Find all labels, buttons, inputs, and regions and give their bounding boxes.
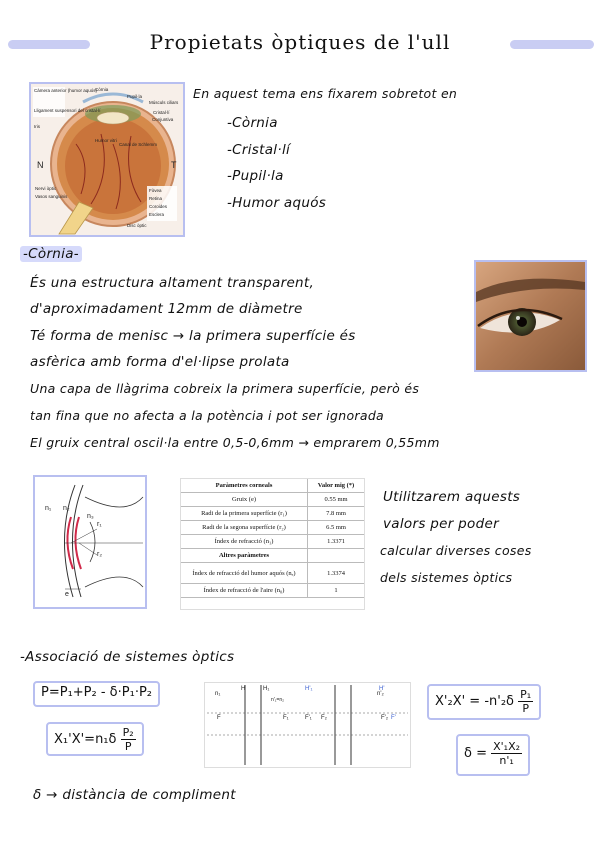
cornea-label: n₂ [63,505,70,512]
table-cell: 0.55 mm [308,493,365,507]
cornea-line: Una capa de llàgrima cobreix la primera superfície, però és [30,381,420,396]
intro-item: -Pupil·la [227,168,284,184]
table-row [181,584,364,598]
table-cell: 7.8 mm [308,507,365,521]
formula-power-text: P=P₁+P₂ - δ·P₁·P₂ [41,685,153,700]
eye-label: Vasos sanguinis [35,194,68,199]
frac-den: n'₁ [499,754,514,767]
table-subheader: Altres paràmetres [181,549,308,563]
system-label: F [217,715,221,721]
cornea-line: d'aproximadament 12mm de diàmetre [30,301,303,317]
system-label: n'₂ [377,691,384,697]
eye-label-n: N [37,160,44,170]
cornea-label: r₂ [97,551,103,558]
formula-delta-lhs: δ = [464,746,487,761]
system-label: H' [379,686,385,692]
eye-label: Iris [34,124,40,129]
eye-label: Humor vitri [95,138,117,143]
cornea-line: tan fina que no afecta a la potència i pot ser ignorada [30,408,385,423]
formula-right [427,684,541,720]
table-row [181,563,364,584]
frac-num: X'₁X₂ [493,740,521,753]
table-header: Valor mig (*) [308,479,365,493]
optical-system-diagram [204,682,411,768]
table-cell: Radi de la primera superfície (r₁) [181,507,308,521]
table-cell: Radi de la segona superfície (r₂) [181,521,308,535]
table-cell: Índex de refracció del humor aquós (nₐ) [181,563,308,584]
cornea-label: n₃ [87,513,94,520]
intro-text: En aquest tema ens fixarem sobretot en [193,86,458,101]
system-label: F'₂ [381,715,389,721]
cornea-label: r₁ [97,521,102,528]
system-label: F' [391,715,396,721]
eye-label-t: T [171,160,177,170]
eye-photo [474,260,587,372]
table-cell: Índex de refracció de l'aire (n₀) [181,584,308,598]
table-cell: 1.3371 [308,535,365,549]
note-line: valors per poder [383,516,499,532]
intro-item: -Còrnia [227,115,278,131]
system-label: H₁ [263,686,270,692]
title-bar-right [510,40,594,49]
table-cell: 1 [308,584,365,598]
frac-num: P₂ [122,726,134,739]
frac-num: P₁ [520,688,532,701]
formula-delta-fraction [491,740,522,767]
delta-note: δ → distància de compliment [33,787,236,803]
cornea-label: e [65,591,69,598]
cornea-heading-text: -Còrnia- [20,246,82,262]
association-heading [20,649,234,665]
formula-left-fraction [121,726,136,753]
system-label: n'₁=n₂ [271,697,285,703]
table-cell: 1.3374 [308,563,365,584]
intro-item: -Cristal·lí [227,142,291,158]
eye-label: Lligament suspensori del cristal·lí [34,108,101,113]
frac-den: P [124,740,132,753]
eye-label: Canal de Schlemm [119,142,158,147]
eye-label: Nervi òptic [35,186,57,191]
formula-left-lhs: X₁'X'=n₁δ [54,732,117,747]
eye-label: Disc òptic [127,223,147,228]
table-cell: 6.5 mm [308,521,365,535]
eye-diagram [29,82,185,237]
formula-delta [456,734,530,776]
cornea-diagram [33,475,147,609]
cornea-line: asfèrica amb forma d'el·lipse prolata [30,354,290,370]
system-label: F₂ [321,715,327,721]
cornea-heading [20,246,82,262]
system-label: F'₁ [305,715,312,721]
note-line: Utilitzarem aquests [383,489,521,505]
table-cell: Gruix (e) [181,493,308,507]
table-row [181,493,364,507]
cornea-line: Té forma de menisc → la primera superfície és [30,328,356,344]
table-header: Paràmetres corneals [181,479,308,493]
system-label: H'₁ [305,686,313,692]
table-cell: Índex de refracció (n₁) [181,535,308,549]
association-heading-text: -Associació de sistemes òptics [20,649,235,665]
table-row [181,535,364,549]
eye-label: Cristal·lí [153,110,170,115]
formula-power [33,681,160,707]
eye-label: Conjuntiva [152,117,174,122]
eye-label: Coroides [149,204,168,209]
system-label: n₁ [215,691,221,697]
formula-right-lhs: X'₂X' = -n'₂δ [435,694,514,709]
eye-label: Pupil·la [127,94,143,99]
eye-label: Retina [149,196,163,201]
eye-label: Esclera [149,212,165,217]
eye-label: Còrnia [95,87,109,92]
eye-label: Músculs ciliars [149,100,179,105]
note-line: calcular diverses coses [380,543,532,558]
page-title: Propietats òptiques de l'ull [149,30,451,54]
table-row [181,507,364,521]
cornea-label: n₁ [45,505,52,512]
cornea-line: El gruix central oscil·la entre 0,5-0,6mm → emprarem 0,55mm [30,435,440,450]
note-line: dels sistemes òptics [380,570,513,585]
formula-left [46,722,144,756]
system-label: H [241,686,246,692]
cornea-parameters-table [180,478,365,610]
intro-item: -Humor aquós [227,195,327,211]
formula-right-fraction [518,688,533,715]
system-label: F₁ [283,715,289,721]
eye-label: Fòvea [149,188,162,193]
table-row [181,521,364,535]
frac-den: P [522,702,529,715]
cornea-line: És una estructura altament transparent, [30,275,315,291]
eye-label: Càmera anterior (humor aquós) [34,88,98,93]
